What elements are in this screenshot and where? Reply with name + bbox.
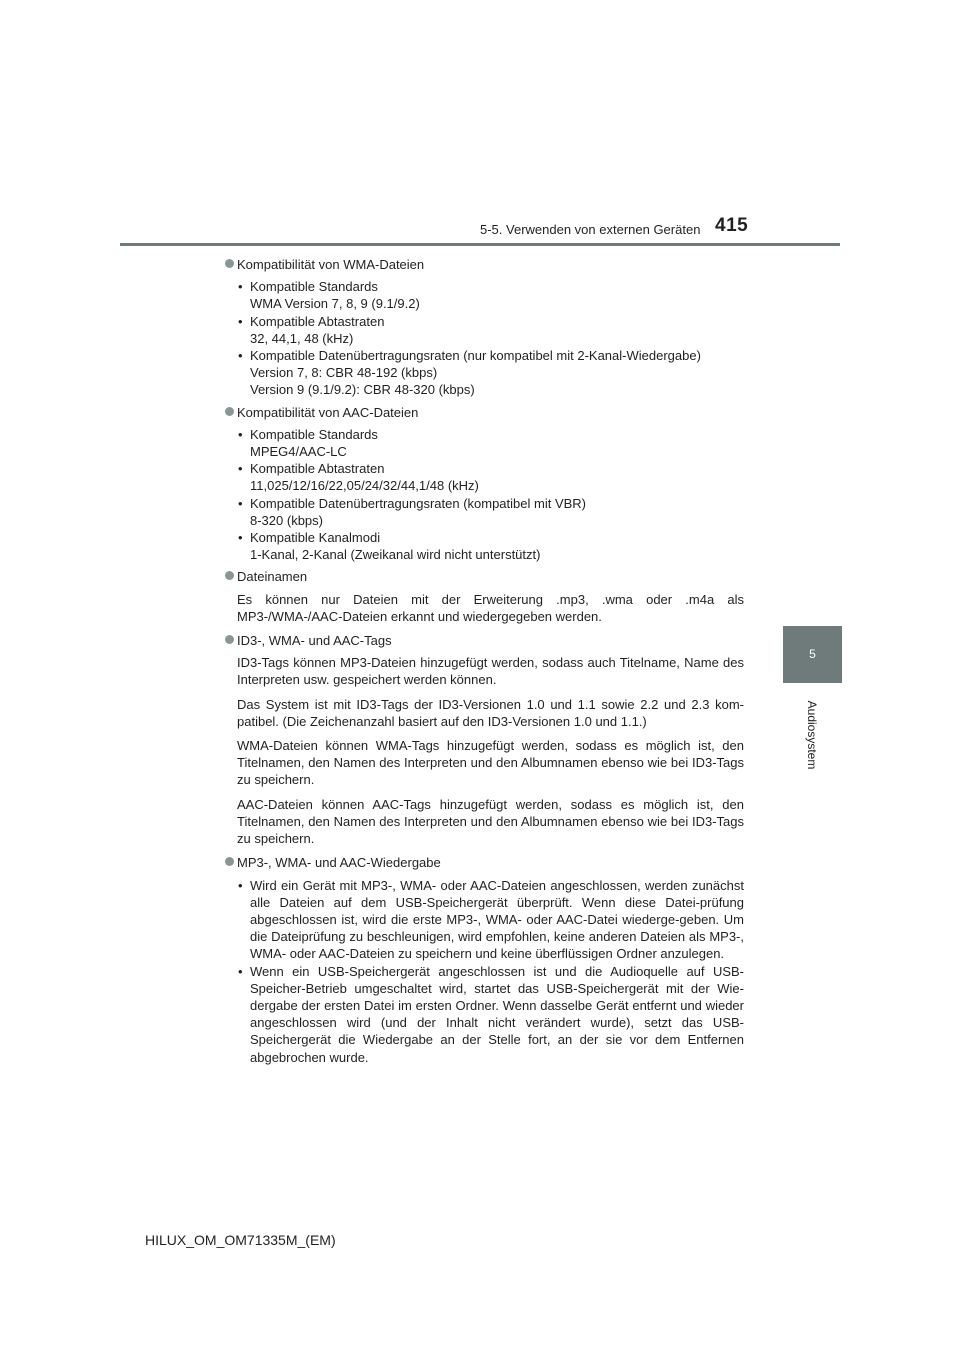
chapter-tab: 5 [783,626,842,683]
list-item: • Kompatible Standards WMA Version 7, 8, 9 (9.1/9.2) [238,279,420,312]
wma-list [237,278,744,398]
bullet-dot-icon: • [238,426,243,442]
document-code: HILUX_OM_OM71335M_(EM) [145,1232,336,1248]
bullet-dot-icon: • [238,877,243,893]
paragraph: Es können nur Dateien mit der Erweiterung .mp3, .wma oder .m4a als MP3-/WMA-/AAC-Dateien erkannt und wiedergegeben werden. [237,591,744,624]
list-item: • Kompatible Kanalmodi 1-Kanal, 2-Kanal (Zweikanal wird nicht unterstützt) [238,530,541,563]
main-content [225,256,744,1071]
header-divider [120,243,840,246]
bullet-circle-icon [225,571,234,580]
chapter-label: Audiosystem [805,700,819,770]
bullet-dot-icon: • [238,313,243,329]
section-heading-playback: MP3-, WMA- und AAC-Wiedergabe [225,854,744,871]
list-item: • Kompatible Abtastraten 32, 44,1, 48 (kHz) [238,313,385,346]
playback-list [237,877,744,1066]
bullet-dot-icon: • [238,963,243,979]
aac-list [237,426,744,564]
paragraph: WMA-Dateien können WMA-Tags hinzugefügt werden, sodass es möglich ist, den Titelnamen, den Namen des Interpreten und den Albumnamen ebenso wie bei ID3-Tags zu speichern. [237,738,744,788]
paragraph: AAC-Dateien können AAC-Tags hinzugefügt werden, sodass es möglich ist, den Titelnamen, den Namen des Interpreten und den Albumnamen ebenso wie bei ID3-Tags zu speichern. [237,796,744,847]
bullet-circle-icon [225,407,234,416]
section-heading-wma: Kompatibilität von WMA-Dateien [225,256,744,273]
bullet-dot-icon: • [238,530,243,546]
bullet-dot-icon: • [238,348,243,364]
section-heading-tags: ID3-, WMA- und AAC-Tags [225,632,744,649]
bullet-dot-icon: • [238,461,243,477]
section-heading-aac: Kompatibilität von AAC-Dateien [225,404,744,421]
page-number: 415 [715,215,749,236]
list-item: • Kompatible Standards MPEG4/AAC-LC [238,426,378,460]
list-item: • Wenn ein USB-Speichergerät angeschlossen ist und die Audioquelle auf USB-Speicher-Betrieb umgeschaltet wird, startet das USB-Speichergerät mit der Wie-dergabe der ersten Datei im ersten Ordner. Wenn dasselbe Gerät entfernt und wieder angeschlossen wird (und der Inhalt nicht verändert wurde), setzt das USB-Speichergerät die Wiedergabe an der Stelle fort, an der sie vor dem Entfernen abgebrochen wurde. [238,963,744,1065]
bullet-dot-icon: • [238,495,243,511]
paragraph: ID3-Tags können MP3-Dateien hinzugefügt werden, sodass auch Titelname, Name des Interpreten usw. gespeichert werden können. [237,655,744,688]
bullet-dot-icon: • [238,279,243,295]
list-item: • Kompatible Datenübertragungsraten (kompatibel mit VBR) 8-320 (kbps) [238,495,587,528]
bullet-circle-icon [225,259,234,268]
header-section-title: 5-5. Verwenden von externen Geräten [480,222,701,237]
bullet-circle-icon [225,635,234,644]
section-heading-filenames: Dateinamen [225,568,744,585]
paragraph: Das System ist mit ID3-Tags der ID3-Versionen 1.0 und 1.1 sowie 2.2 und 2.3 kom-patibel. (Die Zeichenanzahl basiert auf den ID3-Versionen 1.0 und 1.1.) [237,696,744,729]
list-item: • Kompatible Datenübertragungsraten (nur kompatibel mit 2-Kanal-Wiedergabe) Version 7, 8: CBR 48-192 (kbps) Version 9 (9.1/9.2): CBR 48-320 (kbps) [238,348,701,398]
bullet-circle-icon [225,857,234,866]
list-item: • Wird ein Gerät mit MP3-, WMA- oder AAC-Dateien angeschlossen, werden zunächst alle Dateien auf dem USB-Speichergerät überprüft. Wenn diese Datei-prüfung abgeschlossen ist, wird die erste MP3-, WMA- oder AAC-Datei wiederge-geben. Um die Dateiprüfung zu beschleunigen, wird empfohlen, keine anderen Dateien als MP3-, WMA- oder AAC-Dateien zu speichern und keine überflüssigen Ordner anzulegen. [238,877,744,962]
list-item: • Kompatible Abtastraten 11,025/12/16/22,05/24/32/44,1/48 (kHz) [238,461,479,494]
